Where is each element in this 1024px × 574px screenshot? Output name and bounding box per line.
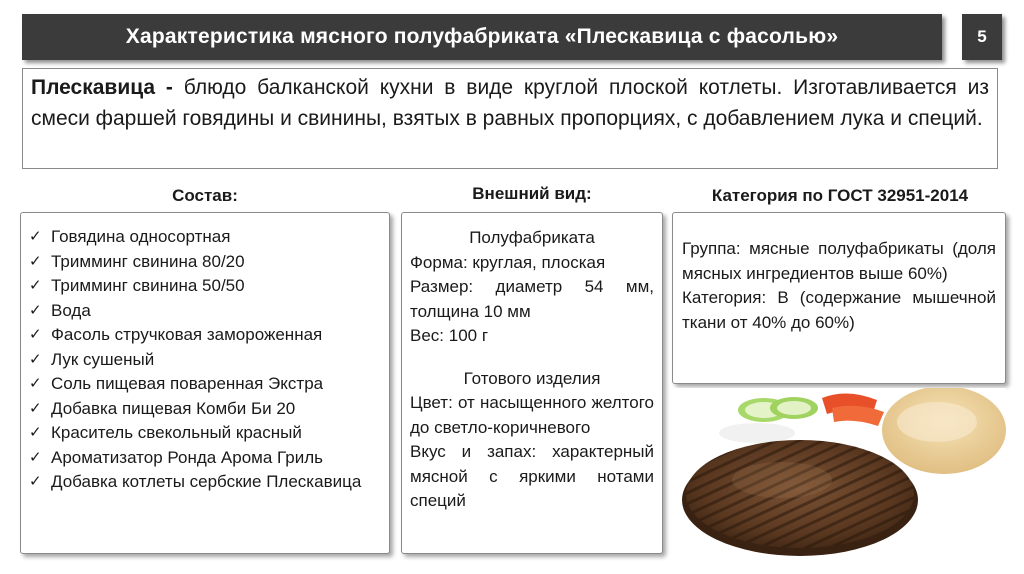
group-text: Группа: мясные полуфабрикаты (доля мясных ингредиентов выше 60%) — [682, 239, 996, 283]
grilled-patty-illustration — [672, 388, 1006, 560]
list-item: ✓ Соль пищевая поваренная Экстра — [29, 372, 381, 397]
list-item: ✓ Тримминг свинина 80/20 — [29, 250, 381, 275]
composition-heading: Состав: — [172, 186, 238, 205]
checkmark-icon: ✓ — [29, 448, 42, 466]
list-item: ✓ Ароматизатор Ронда Арома Гриль — [29, 446, 381, 471]
slide-title: Характеристика мясного полуфабриката «Плескавица с фасолью» — [125, 25, 839, 48]
spacer — [410, 349, 654, 367]
size-text: Размер: диаметр 54 мм, толщина 10 мм — [410, 277, 654, 321]
checkmark-icon: ✓ — [29, 228, 42, 245]
taste-text: Вкус и запах: характерный мясной с яркими нотами специй — [410, 442, 654, 510]
list-item: ✓ Вода — [29, 299, 381, 324]
intro-term: Плескавица - — [31, 76, 173, 99]
appearance-box — [401, 212, 663, 554]
list-item: ✓ Фасоль стручковая замороженная — [29, 323, 381, 348]
checkmark-icon: ✓ — [29, 277, 42, 294]
checkmark-icon: ✓ — [29, 424, 42, 441]
list-item: ✓ Тримминг свинина 50/50 — [29, 274, 381, 299]
category-heading: Категория по ГОСТ 32951-2014 — [711, 186, 969, 205]
page-number: 5 — [962, 14, 1002, 60]
semi-product-subheading: Полуфабриката — [469, 228, 595, 247]
ready-product-subheading: Готового изделия — [463, 368, 601, 388]
shape-text: Форма: круглая, плоская — [410, 252, 606, 272]
category-text: Категория: В (содержание мышечной ткани от 40% до 60%) — [682, 288, 996, 332]
checkmark-icon: ✓ — [29, 326, 42, 343]
checkmark-icon: ✓ — [29, 399, 42, 417]
list-item: ✓ Лук сушеный — [29, 348, 381, 373]
intro-text: блюдо балканской кухни в виде круглой плоской котлеты. Изготавливается из смеси фаршей говядины и свинины, взятых в равных пропорциях, с добавлением лука и специй. — [31, 76, 989, 130]
appearance-heading: Внешний вид: — [472, 184, 592, 203]
patty-photo — [672, 388, 1006, 560]
intro-box — [22, 68, 998, 169]
checkmark-icon: ✓ — [29, 301, 42, 319]
list-item: ✓ Добавка пищевая Комби Би 20 — [29, 397, 381, 422]
checkmark-icon: ✓ — [29, 252, 42, 270]
title-bar — [22, 14, 942, 60]
list-item: ✓ Краситель свекольный красный — [29, 421, 381, 446]
checkmark-icon: ✓ — [29, 473, 42, 490]
composition-list — [29, 225, 381, 495]
composition-box — [20, 212, 390, 554]
weight-text: Вес: 100 г — [410, 326, 489, 345]
checkmark-icon: ✓ — [29, 375, 42, 392]
list-item: ✓ Говядина односортная — [29, 225, 381, 250]
list-item: ✓ Добавка котлеты сербские Плескавица — [29, 470, 381, 495]
checkmark-icon: ✓ — [29, 350, 42, 368]
color-text: Цвет: от насыщенного желтого до светло-коричневого — [410, 393, 654, 437]
category-box — [672, 212, 1006, 384]
